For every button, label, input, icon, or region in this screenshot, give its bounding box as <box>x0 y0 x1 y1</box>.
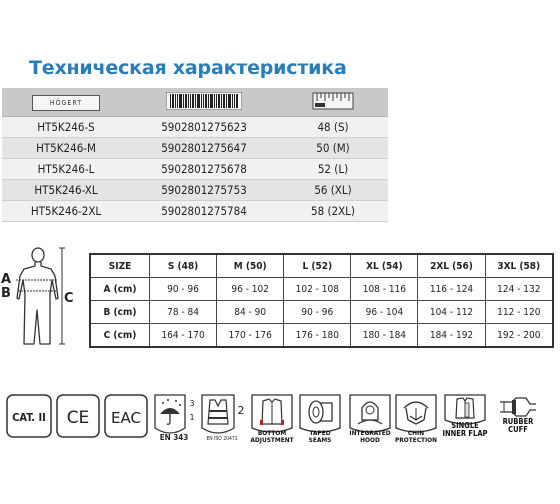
table-cell: 180 - 184 <box>351 324 418 348</box>
single-inner-flap-label-1: SINGLE <box>451 421 479 430</box>
product-size: 56 (XL) <box>278 180 388 201</box>
en343-label: EN 343 <box>159 433 189 442</box>
product-code: HT5K246-M <box>2 138 130 159</box>
size-icon-cell <box>278 88 388 117</box>
table-cell: 84 - 90 <box>217 301 284 324</box>
table-row <box>2 138 388 159</box>
ean-code: 5902801275678 <box>130 159 278 180</box>
ruler-icon <box>312 92 354 110</box>
column-header: M (50) <box>217 254 284 278</box>
table-row <box>2 117 388 138</box>
column-header: S (48) <box>150 254 217 278</box>
page-title: Техническая характеристика <box>29 57 347 79</box>
body-measurement-figure <box>0 246 80 346</box>
table-cell: 164 - 170 <box>150 324 217 348</box>
column-header: L (52) <box>284 254 351 278</box>
hogert-logo: HÖGERT <box>32 95 100 111</box>
hivis-class: 2 <box>237 404 245 417</box>
table-cell: 184 - 192 <box>418 324 485 348</box>
ce-mark-icon <box>56 394 100 438</box>
eac-label: EAC <box>111 409 141 427</box>
ean-code: 5902801275784 <box>130 201 278 222</box>
product-size: 48 (S) <box>278 117 388 138</box>
eac-mark-icon <box>104 394 148 438</box>
table-cell: 96 - 104 <box>351 301 418 324</box>
product-code: HT5K246-S <box>2 117 130 138</box>
single-inner-flap-label-2: INNER FLAP <box>442 429 488 438</box>
product-table <box>2 88 388 222</box>
table-cell: 176 - 180 <box>284 324 351 348</box>
rubber-cuff-icon <box>496 394 540 434</box>
single-inner-flap-icon <box>442 394 488 438</box>
en343-class-bottom: 1 <box>189 413 195 422</box>
integrated-hood-label-1: INTEGRATED <box>349 429 391 437</box>
ean-code: 5902801275623 <box>130 117 278 138</box>
product-code: HT5K246-2XL <box>2 201 130 222</box>
figure-label-a: A <box>1 272 12 287</box>
row-header: B (cm) <box>90 301 150 324</box>
column-header: XL (54) <box>351 254 418 278</box>
rubber-cuff-label-1: RUBBER <box>502 417 534 426</box>
table-cell: 116 - 124 <box>418 278 485 301</box>
table-cell: 108 - 116 <box>351 278 418 301</box>
taped-seams-icon <box>298 394 342 444</box>
chin-protection-label-2: PROTECTION <box>394 436 438 444</box>
size-table <box>89 253 554 348</box>
table-row <box>2 201 388 222</box>
brand-logo-cell <box>2 88 130 117</box>
rubber-cuff-label-2: CUFF <box>508 425 528 434</box>
hi-vis-vest-icon <box>200 394 248 442</box>
barcode-icon <box>166 92 242 110</box>
bottom-adjustment-label-2: ADJUSTMENT <box>250 436 294 444</box>
product-size: 52 (L) <box>278 159 388 180</box>
ean-code: 5902801275753 <box>130 180 278 201</box>
table-cell: 102 - 108 <box>284 278 351 301</box>
integrated-hood-label-2: HOOD <box>360 436 380 444</box>
rain-protection-icon <box>152 394 198 442</box>
size-table-header <box>90 254 553 278</box>
table-cell: 104 - 112 <box>418 301 485 324</box>
integrated-hood-icon <box>348 394 392 444</box>
chin-protection-icon <box>394 394 438 444</box>
certification-icons <box>0 394 560 454</box>
table-row <box>90 301 553 324</box>
table-row <box>2 180 388 201</box>
cat-label: CAT. II <box>12 411 46 424</box>
row-header: A (cm) <box>90 278 150 301</box>
table-cell: 192 - 200 <box>485 324 553 348</box>
product-code: HT5K246-L <box>2 159 130 180</box>
figure-label-b: B <box>1 286 11 301</box>
table-cell: 78 - 84 <box>150 301 217 324</box>
taped-seams-label-2: SEAMS <box>308 436 332 444</box>
ce-label: CE <box>66 408 90 428</box>
figure-label-c: C <box>64 291 74 306</box>
en343-class-top: 3 <box>189 399 195 408</box>
cat-ii-icon <box>6 394 52 438</box>
human-silhouette-icon <box>0 246 80 346</box>
table-cell: 90 - 96 <box>284 301 351 324</box>
table-row <box>90 324 553 348</box>
column-header: SIZE <box>90 254 150 278</box>
table-cell: 90 - 96 <box>150 278 217 301</box>
bottom-adjustment-label-1: BOTTOM <box>257 429 287 437</box>
ean-code: 5902801275647 <box>130 138 278 159</box>
table-cell: 112 - 120 <box>485 301 553 324</box>
row-header: C (cm) <box>90 324 150 348</box>
column-header: 3XL (58) <box>485 254 553 278</box>
product-code: HT5K246-XL <box>2 180 130 201</box>
table-row <box>90 278 553 301</box>
table-cell: 170 - 176 <box>217 324 284 348</box>
barcode-cell <box>130 88 278 117</box>
product-size: 50 (M) <box>278 138 388 159</box>
table-row <box>2 159 388 180</box>
chin-protection-label-1: CHIN <box>407 429 425 437</box>
product-table-header <box>2 88 388 117</box>
table-cell: 124 - 132 <box>485 278 553 301</box>
hivis-std-label: EN ISO 20471 <box>206 436 238 442</box>
table-cell: 96 - 102 <box>217 278 284 301</box>
product-size: 58 (2XL) <box>278 201 388 222</box>
bottom-adjustment-icon <box>250 394 294 444</box>
taped-seams-label-1: TAPED <box>309 429 331 437</box>
column-header: 2XL (56) <box>418 254 485 278</box>
